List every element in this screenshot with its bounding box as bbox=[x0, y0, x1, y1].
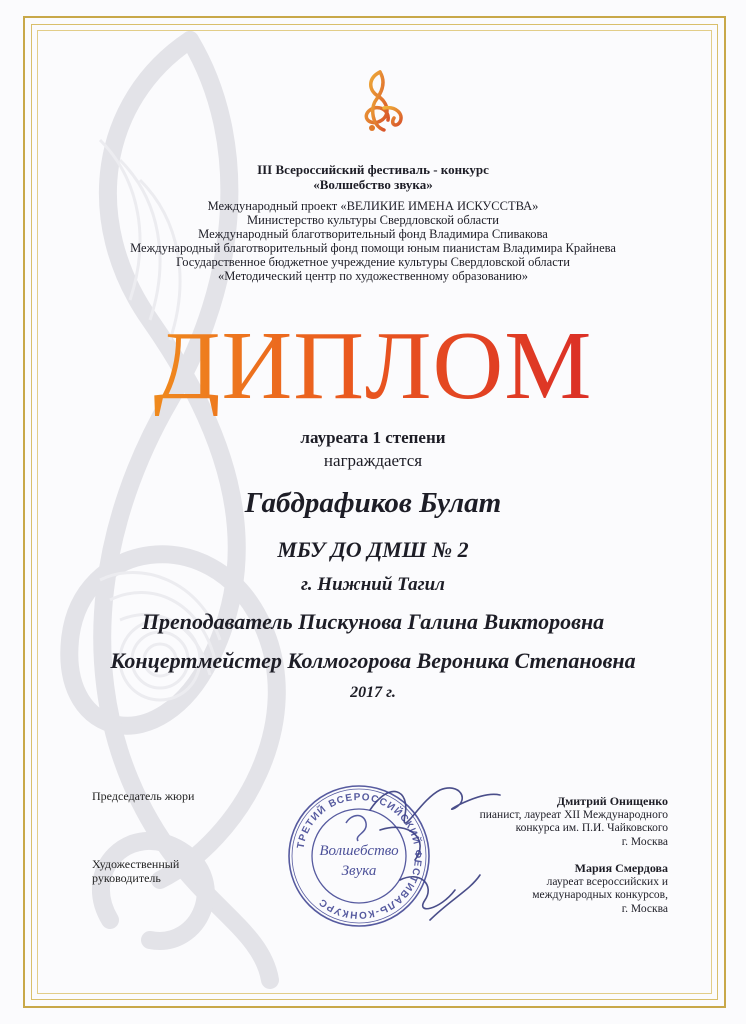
diploma-title: ДИПЛОМ bbox=[60, 316, 686, 416]
stamp-center-line-1: Волшебство bbox=[319, 843, 399, 859]
organizers-list bbox=[60, 199, 686, 283]
signatory-1-desc: конкурса им. П.И. Чайковского bbox=[515, 822, 668, 834]
awarded-label: награждается bbox=[323, 451, 423, 470]
signatory-2-desc: международных конкурсов, bbox=[532, 889, 668, 901]
festival-line-1: III Всероссийский фестиваль - конкурс bbox=[257, 162, 489, 177]
signatory-2-desc: г. Москва bbox=[621, 902, 668, 915]
stamp-ring-text: ТРЕТИЙ ВСЕРОССИЙСКИЙ ФЕСТИВАЛЬ-КОНКУРС bbox=[295, 791, 424, 921]
recipient-name: Габдрафиков Булат bbox=[244, 487, 502, 519]
round-stamp bbox=[286, 783, 432, 929]
diploma-year: 2017 г. bbox=[350, 684, 396, 701]
organizer-item: Международный благотворительный фонд помощи юным пианистам Владимира Крайнева bbox=[130, 241, 616, 255]
organizer-item: «Методический центр по художественному образованию» bbox=[218, 269, 528, 283]
signatory-1-desc: пианист, лауреат XII Международного bbox=[479, 808, 668, 821]
signatory-1-desc: г. Москва bbox=[621, 835, 668, 848]
organizer-item: Министерство культуры Свердловской области bbox=[247, 213, 499, 227]
stamp-clef-icon bbox=[346, 816, 366, 842]
festival-line-2: «Волшебство звука» bbox=[313, 177, 433, 192]
art-director-label bbox=[92, 857, 179, 885]
teacher-name: Преподаватель Пискунова Галина Викторовна bbox=[141, 609, 605, 634]
organizer-item: Государственное бюджетное учреждение культуры Свердловской области bbox=[176, 255, 570, 269]
festival-title bbox=[60, 162, 686, 192]
signatory-2-name: Мария Смердова bbox=[574, 861, 668, 875]
school-name: МБУ ДО ДМШ № 2 bbox=[277, 537, 469, 562]
organizer-item: Международный благотворительный фонд Владимира Спивакова bbox=[198, 227, 548, 241]
signatory-2-desc: лауреат всероссийских и bbox=[546, 875, 668, 888]
city-name: г. Нижний Тагил bbox=[301, 574, 445, 595]
signatory-2 bbox=[532, 862, 668, 916]
art-director-label-line-2: руководитель bbox=[92, 871, 161, 885]
accompanist-name: Концертмейстер Колмогорова Вероника Степановна bbox=[110, 648, 636, 673]
stamp-center-line-2: Звука bbox=[341, 863, 377, 879]
festival-logo-icon bbox=[350, 68, 410, 134]
organizer-item: Международный проект «ВЕЛИКИЕ ИМЕНА ИСКУССТВА» bbox=[207, 199, 539, 213]
jury-chair-label: Председатель жюри bbox=[92, 789, 195, 803]
laureate-degree: лауреата 1 степени bbox=[300, 428, 446, 447]
signatory-1-name: Дмитрий Онищенко bbox=[556, 794, 668, 808]
art-director-label-line-1: Художественный bbox=[92, 857, 180, 871]
